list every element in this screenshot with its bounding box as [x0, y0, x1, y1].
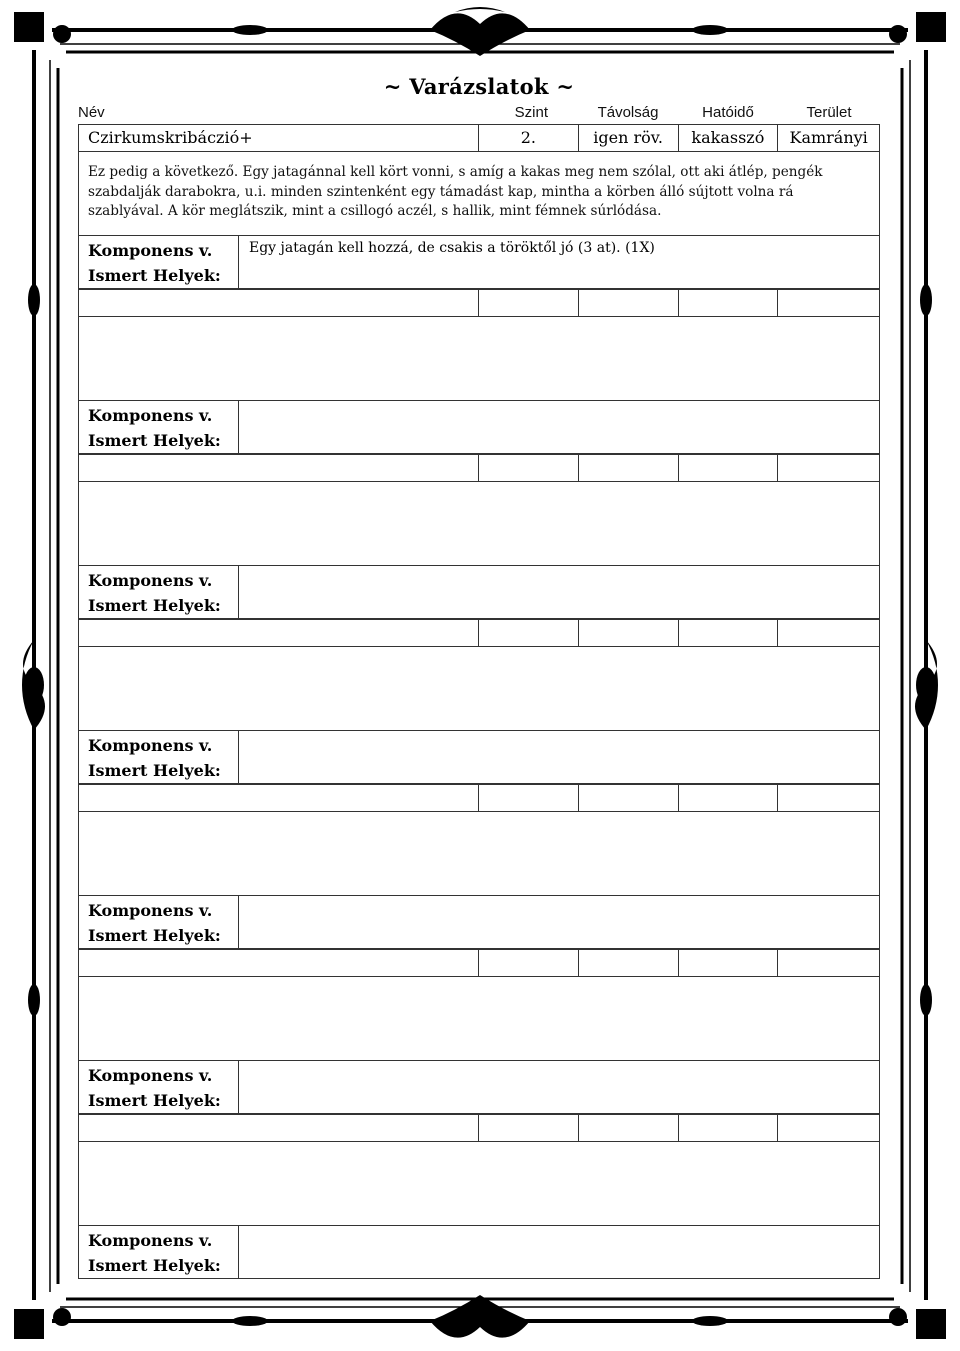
component-label-line2: Ismert Helyek:	[88, 926, 221, 945]
spell-range[interactable]: igen röv.	[578, 125, 678, 151]
component-label-line1: Komponens v.	[88, 406, 213, 425]
spell-area[interactable]	[777, 785, 879, 811]
page-title: ~ Varázslatok ~	[383, 74, 575, 99]
component-label-line2: Ismert Helyek:	[88, 1091, 221, 1110]
spell-name[interactable]	[79, 1115, 478, 1141]
component-row	[79, 1225, 879, 1278]
spell-name[interactable]	[79, 950, 478, 976]
spell-block	[78, 289, 880, 454]
spell-stats-row	[79, 619, 879, 646]
spell-sheet	[78, 72, 880, 1279]
spell-stats-row	[79, 289, 879, 316]
component-value[interactable]	[239, 731, 249, 783]
component-row	[79, 400, 879, 453]
spell-level[interactable]	[478, 950, 578, 976]
spell-stats-row	[79, 124, 879, 151]
component-value[interactable]	[239, 566, 249, 618]
spell-area[interactable]	[777, 290, 879, 316]
component-label-line1: Komponens v.	[88, 1231, 213, 1250]
component-label	[79, 731, 239, 783]
spell-block	[78, 454, 880, 619]
component-value[interactable]	[239, 1226, 249, 1278]
column-headers	[78, 102, 880, 124]
component-row	[79, 565, 879, 618]
spell-level[interactable]	[478, 785, 578, 811]
spell-stats-row	[79, 784, 879, 811]
spell-name[interactable]	[79, 290, 478, 316]
spell-stats-row	[79, 1114, 879, 1141]
component-label	[79, 236, 239, 288]
header-level: Szint	[514, 104, 548, 121]
spell-range[interactable]	[578, 1115, 678, 1141]
component-row	[79, 895, 879, 948]
spell-block	[78, 124, 880, 289]
spell-name[interactable]	[79, 455, 478, 481]
spell-area[interactable]	[777, 1115, 879, 1141]
spell-duration[interactable]	[678, 950, 778, 976]
spell-duration[interactable]	[678, 455, 778, 481]
component-label-line2: Ismert Helyek:	[88, 596, 221, 615]
spell-range[interactable]	[578, 950, 678, 976]
spell-description[interactable]	[79, 646, 879, 730]
component-row	[79, 730, 879, 783]
spell-level[interactable]: 2.	[478, 125, 578, 151]
spell-description[interactable]	[79, 976, 879, 1060]
spell-level[interactable]	[478, 290, 578, 316]
component-label-line2: Ismert Helyek:	[88, 1256, 221, 1275]
component-row	[79, 1060, 879, 1113]
component-label	[79, 896, 239, 948]
spell-range[interactable]	[578, 620, 678, 646]
spell-area[interactable]: Kamrányi	[777, 125, 879, 151]
component-label-line1: Komponens v.	[88, 736, 213, 755]
spell-duration[interactable]	[678, 785, 778, 811]
spell-description[interactable]	[79, 481, 879, 565]
spell-description[interactable]	[79, 1141, 879, 1225]
component-label	[79, 1061, 239, 1113]
spell-name[interactable]	[79, 785, 478, 811]
spell-range[interactable]	[578, 785, 678, 811]
spell-area[interactable]	[777, 950, 879, 976]
component-value[interactable]	[239, 401, 249, 453]
component-label-line2: Ismert Helyek:	[88, 431, 221, 450]
spell-level[interactable]	[478, 1115, 578, 1141]
spell-name[interactable]: Czirkumskribáczió+	[88, 128, 253, 147]
spell-area[interactable]	[777, 620, 879, 646]
component-row	[79, 235, 879, 288]
spell-description[interactable]	[79, 316, 879, 400]
component-label-line1: Komponens v.	[88, 1066, 213, 1085]
spell-range[interactable]	[578, 455, 678, 481]
spell-stats-row	[79, 454, 879, 481]
spell-block	[78, 1114, 880, 1279]
header-range: Távolság	[597, 104, 659, 121]
component-label-line1: Komponens v.	[88, 571, 213, 590]
component-label	[79, 566, 239, 618]
component-label-line2: Ismert Helyek:	[88, 266, 221, 285]
spell-stats-row	[79, 949, 879, 976]
component-label	[79, 1226, 239, 1278]
spell-duration[interactable]	[678, 290, 778, 316]
header-duration: Hatóidő	[702, 104, 754, 121]
spell-duration[interactable]	[678, 1115, 778, 1141]
component-label-line1: Komponens v.	[88, 901, 213, 920]
component-value[interactable]	[239, 1061, 249, 1113]
header-area: Terület	[806, 104, 852, 121]
spell-block	[78, 619, 880, 784]
component-value[interactable]: Egy jatagán kell hozzá, de csakis a töröktől jó (3 at). (1X)	[249, 240, 655, 256]
spell-name[interactable]	[79, 620, 478, 646]
component-label-line1: Komponens v.	[88, 241, 213, 260]
component-label	[79, 401, 239, 453]
spell-description[interactable]	[79, 811, 879, 895]
spell-duration[interactable]: kakasszó	[678, 125, 778, 151]
spell-level[interactable]	[478, 620, 578, 646]
spell-block	[78, 784, 880, 949]
spell-range[interactable]	[578, 290, 678, 316]
header-name: Név	[78, 104, 105, 121]
component-value[interactable]	[239, 896, 249, 948]
spell-duration[interactable]	[678, 620, 778, 646]
spell-block	[78, 949, 880, 1114]
spell-area[interactable]	[777, 455, 879, 481]
spell-level[interactable]	[478, 455, 578, 481]
component-label-line2: Ismert Helyek:	[88, 761, 221, 780]
spell-description[interactable]: Ez pedig a következő. Egy jatagánnal kell kört vonni, s amíg a kakas meg nem szólal, ott aki átlép, pengék szabdalják darabokra, u.i. minden szintenként egy támadást kap, mintha a körben álló sújtott volna rá szablyával. A kör meglátszik, mint a csillogó aczél, s hallik, mint fémnek súrlódása.	[79, 151, 879, 235]
